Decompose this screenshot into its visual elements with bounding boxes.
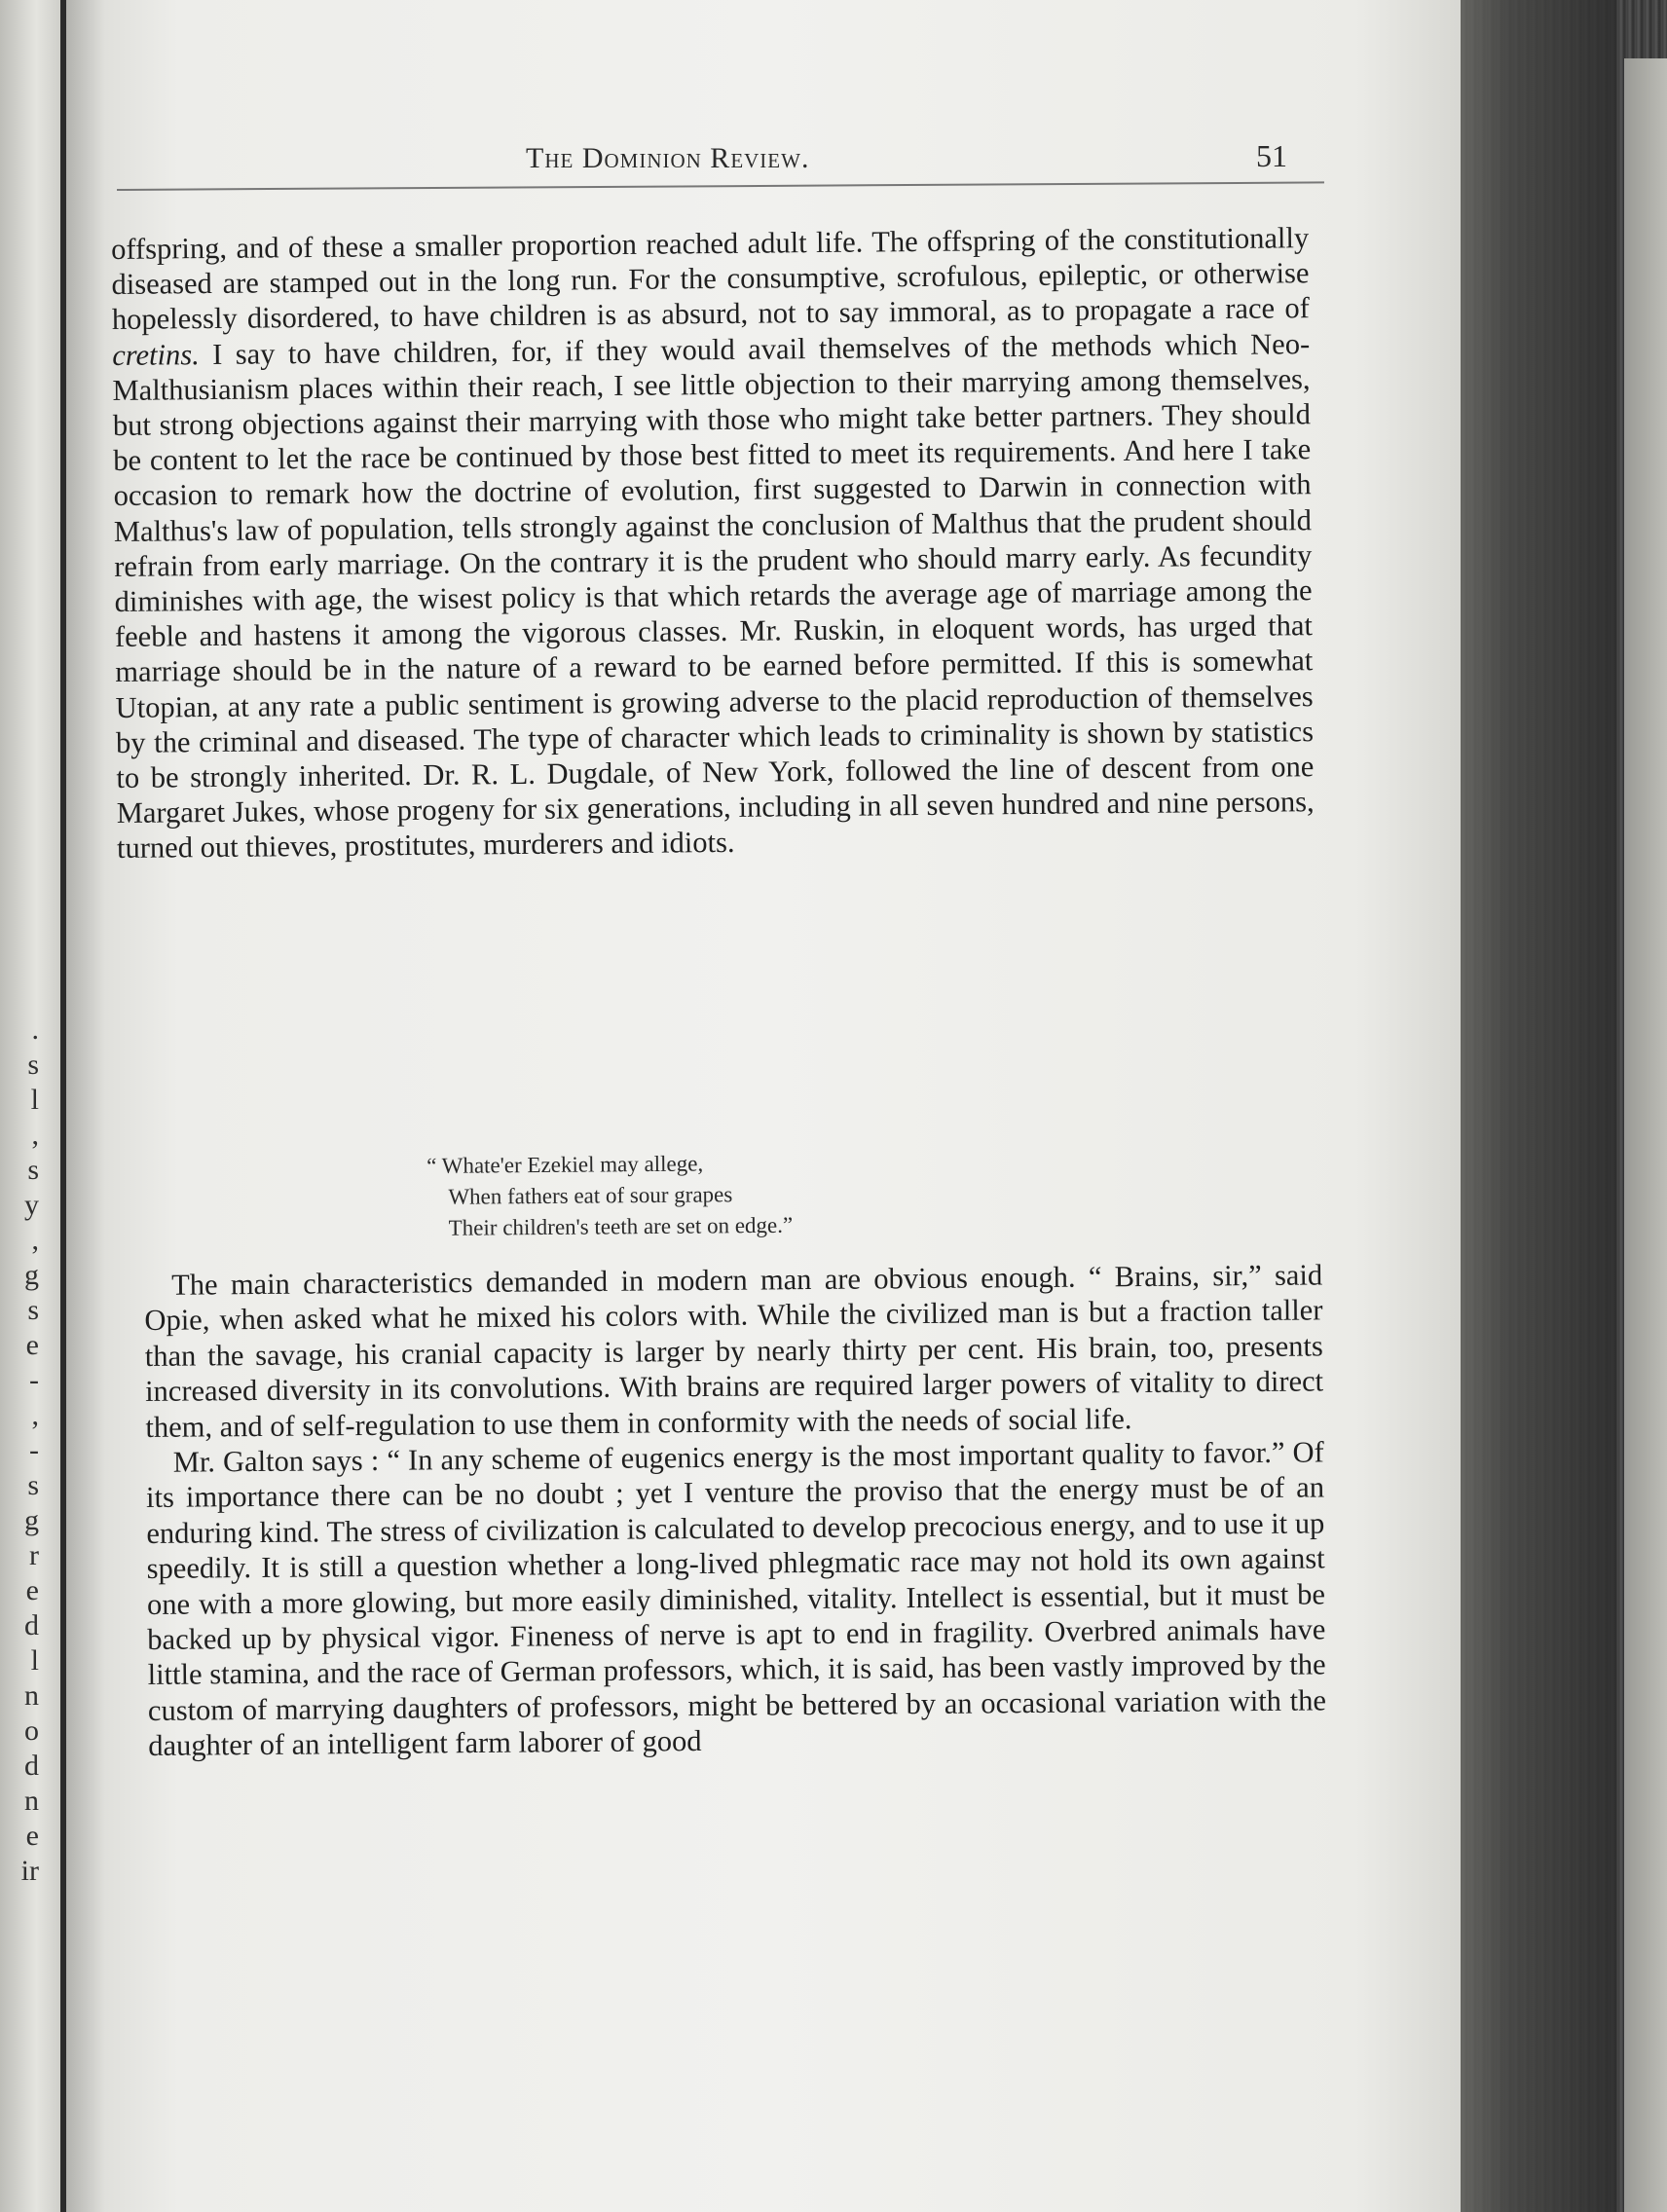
facing-letter: e (25, 1820, 39, 1852)
verse-quotation (426, 1146, 1012, 1244)
facing-letter: s (27, 1154, 39, 1186)
paragraph-1-continuation: I say to have children, for, if they would avail themselves of the methods which Neo-Malthusianism places within their reach, I see little objection to their marrying among themselves, but strong objections against their marrying with those who might take better partners. They should be content to let the race be continued by those best fitted to meet its requirements. And here I take occasion to remark how the doctrine of evolution, first suggested to Darwin in connection with Malthus's law of population, tells strongly against the conclusion of Malthus that the prudent should refrain from early marriage. On the contrary it is the prudent who should marry early. As fecundity diminishes with age, the wisest policy is that which retards the average age of marriage among the feeble and hastens it among the vigorous classes. Mr. Ruskin, in eloquent words, has urged that marriage should be in the nature of a reward to be earned before permitted. If this is somewhat Utopian, at any rate a public sentiment is growing adverse to the placid reproduction of themselves by the criminal and diseased. The type of character which leads to criminality is shown by statistics to be strongly inherited. Dr. R. L. Dugdale, of New York, followed the line of descent from one Margaret Jukes, whose progeny for six generations, including in all seven hundred and nine persons, turned out thieves, prostitutes, murderers and idiots. (112, 326, 1315, 866)
book-edge-shading (1461, 0, 1616, 2212)
facing-letter: - (29, 1434, 39, 1466)
paragraph-1-text: offspring, and of these a smaller proportion reached adult life. The offspring of the constitutionally diseased are stamped out in the long run. For the consumptive, scrofulous, epileptic, or otherwise hopelessly disordered, to have children is as absurd, not to say immoral, as to propagate a race of (111, 221, 1310, 337)
facing-letter: s (27, 1049, 39, 1081)
body-continuation (144, 1257, 1326, 1763)
facing-letter: , (31, 1399, 39, 1431)
facing-letter: e (25, 1574, 39, 1606)
facing-letter: s (27, 1469, 39, 1501)
facing-letter: y (24, 1189, 39, 1221)
facing-letter: n (24, 1785, 39, 1817)
facing-letter: . (31, 1014, 39, 1046)
facing-letter: g (24, 1504, 39, 1536)
facing-letter: ir (20, 1855, 39, 1887)
facing-letter: r (29, 1539, 39, 1571)
italic-word-cretins: cretins. (112, 337, 200, 372)
paragraph-1 (111, 220, 1315, 866)
facing-page-letters (0, 1013, 39, 1889)
facing-letter: , (31, 1224, 39, 1256)
paragraph-2: The main characteristics demanded in modern man are obvious enough. “ Brains, sir,” said Opie, when asked what he mixed his colors with. While the civilized man is but a fraction taller than the savage, his cranial capacity is larger by nearly thirty per cent. His brain, too, presents increased diversity in its convolutions. With brains are required larger powers of vitality to direct them, and of self-regulation to use them in conformity with the needs of social life. (144, 1258, 1324, 1444)
page-number: 51 (1256, 138, 1287, 173)
facing-letter: o (24, 1714, 39, 1747)
facing-letter: s (27, 1294, 39, 1326)
quote-line-1: “ Whate'er Ezekiel may allege, (426, 1151, 704, 1178)
facing-letter: d (24, 1750, 39, 1782)
facing-letter: , (31, 1119, 39, 1151)
facing-letter: d (24, 1609, 39, 1641)
paragraph-3: Mr. Galton says : “ In any scheme of eugenics energy is the most important quality to favor.” Of its importance there can be no doubt ; yet I venture the proviso that the energy must be of an enduring kind. The stress of civilization is calculated to develop precocious energy, and to use it up speedily. It is still a question whether a long-lived phlegmatic race may not hold its own against one with a more glowing, but more easily diminished, vitality. Intellect is essential, but it must be backed up by physical vigor. Fineness of nerve is apt to end in fragility. Overbred animals have little stamina, and the race of German professors, which, it is said, has been vastly improved by the custom of marrying daughters of professors, might be bettered by an occasional variation with the daughter of an intelligent farm laborer of good (145, 1435, 1327, 1763)
facing-letter: l (30, 1644, 39, 1677)
facing-letter: n (24, 1679, 39, 1712)
book-edge-highlight (1624, 58, 1667, 2212)
facing-page-edge (0, 0, 66, 2212)
facing-letter: e (25, 1329, 39, 1361)
running-header (117, 134, 1315, 183)
facing-letter: l (30, 1084, 39, 1116)
facing-letter: - (29, 1364, 39, 1396)
quote-line-2: When fathers eat of sour grapes (448, 1182, 733, 1209)
quote-line-3: Their children's teeth are set on edge.” (448, 1212, 794, 1240)
gutter-shadow (66, 0, 105, 2212)
running-title: The Dominion Review. (526, 142, 810, 174)
facing-letter: g (24, 1259, 39, 1291)
